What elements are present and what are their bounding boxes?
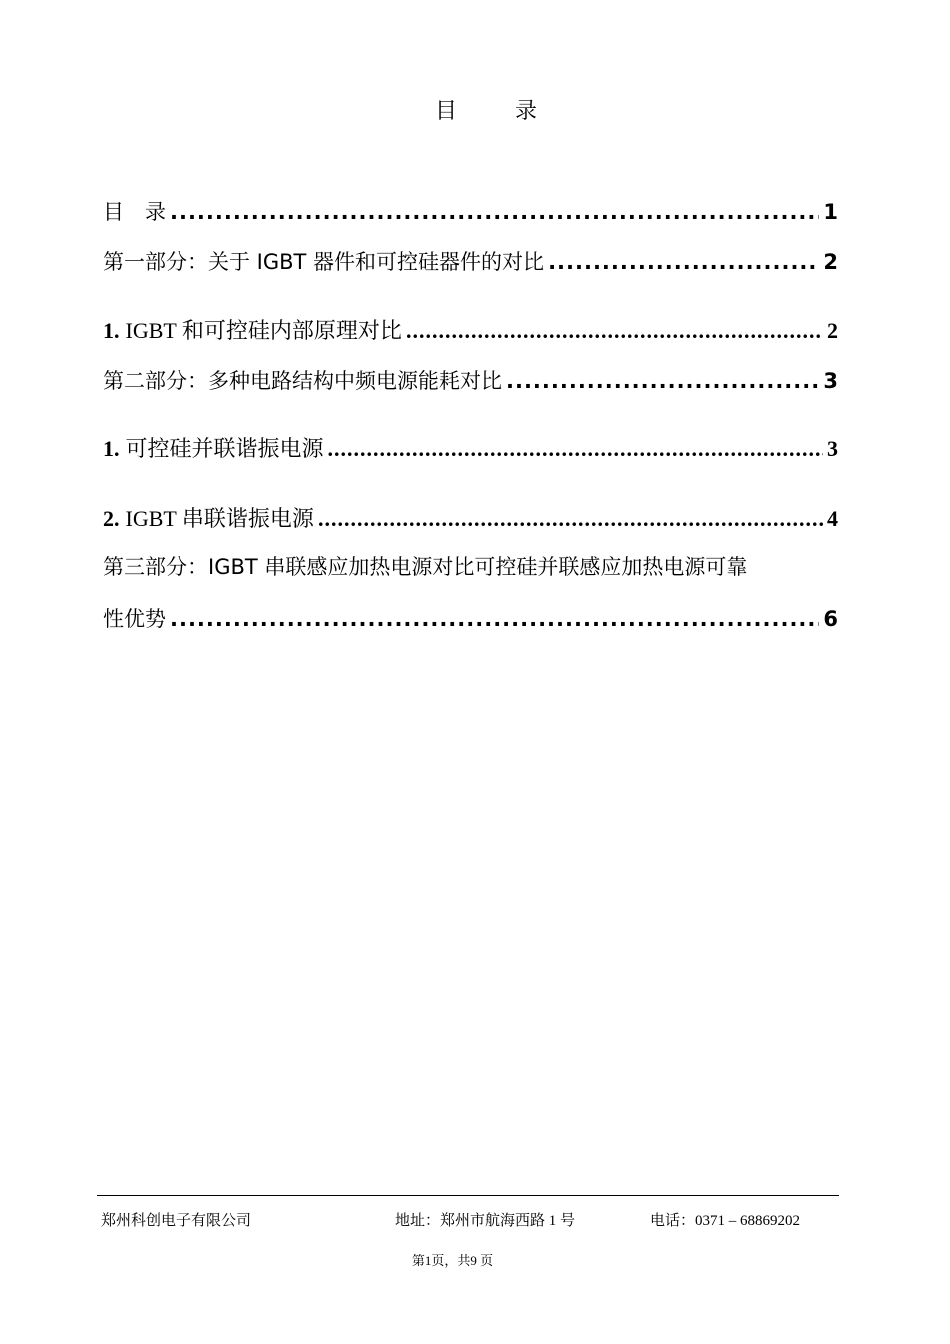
toc-entry-page: 1 — [823, 200, 838, 224]
toc-entry-text: 性优势 — [103, 607, 166, 631]
toc-entry-page: 3 — [827, 436, 838, 461]
toc-entry-page: 2 — [827, 318, 838, 343]
toc-entry-part-one[interactable] — [103, 246, 838, 276]
toc-entry-page: 4 — [827, 506, 838, 531]
toc-leader-dots — [170, 607, 819, 631]
footer-address: 地址：郑州市航海西路 1 号 — [395, 1213, 576, 1229]
toc-entry-page: 3 — [823, 369, 838, 393]
toc-leader-dots — [318, 506, 823, 532]
toc-entry-contents[interactable] — [103, 196, 838, 226]
toc-entry-page: 2 — [823, 250, 838, 274]
toc-entry-part-three[interactable] — [103, 603, 838, 633]
toc-leader-dots — [406, 318, 823, 344]
toc-entry-number: 1. — [103, 436, 120, 461]
toc-entry-text: 目 录 — [103, 200, 166, 224]
toc-entry-part-two[interactable] — [103, 365, 838, 395]
toc-entry-number: 1. — [103, 318, 120, 343]
toc-leader-dots — [328, 436, 823, 462]
toc-entry-text: IGBT 和可控硅内部原理对比 — [125, 318, 402, 343]
footer-divider — [97, 1195, 839, 1196]
footer-page-number: 第1页，共9 页 — [411, 1253, 494, 1268]
toc-entry-text: 第二部分：多种电路结构中频电源能耗对比 — [103, 369, 502, 393]
toc-entry-page: 6 — [823, 607, 838, 631]
toc-entry-igbt-scr-principle[interactable] — [103, 314, 838, 345]
toc-entry-text: 可控硅并联谐振电源 — [125, 436, 324, 461]
toc-entry-text: IGBT 串联谐振电源 — [125, 506, 314, 531]
toc-entry-scr-parallel[interactable] — [103, 432, 838, 463]
footer-company: 郑州科创电子有限公司 — [101, 1213, 252, 1229]
page-title: 目 录 — [434, 99, 555, 124]
toc-entry-igbt-series[interactable] — [103, 502, 838, 533]
toc-leader-dots — [548, 250, 819, 274]
toc-entry-number: 2. — [103, 506, 120, 531]
footer-phone: 电话：0371 – 68869202 — [650, 1213, 801, 1229]
toc-entry-text: 第一部分：关于 IGBT 器件和可控硅器件的对比 — [103, 250, 545, 274]
toc-leader-dots — [170, 200, 819, 224]
toc-leader-dots — [506, 369, 819, 393]
toc-entry-part-three-line1[interactable]: 第三部分：IGBT 串联感应加热电源对比可控硅并联感应加热电源可靠 — [103, 555, 748, 579]
